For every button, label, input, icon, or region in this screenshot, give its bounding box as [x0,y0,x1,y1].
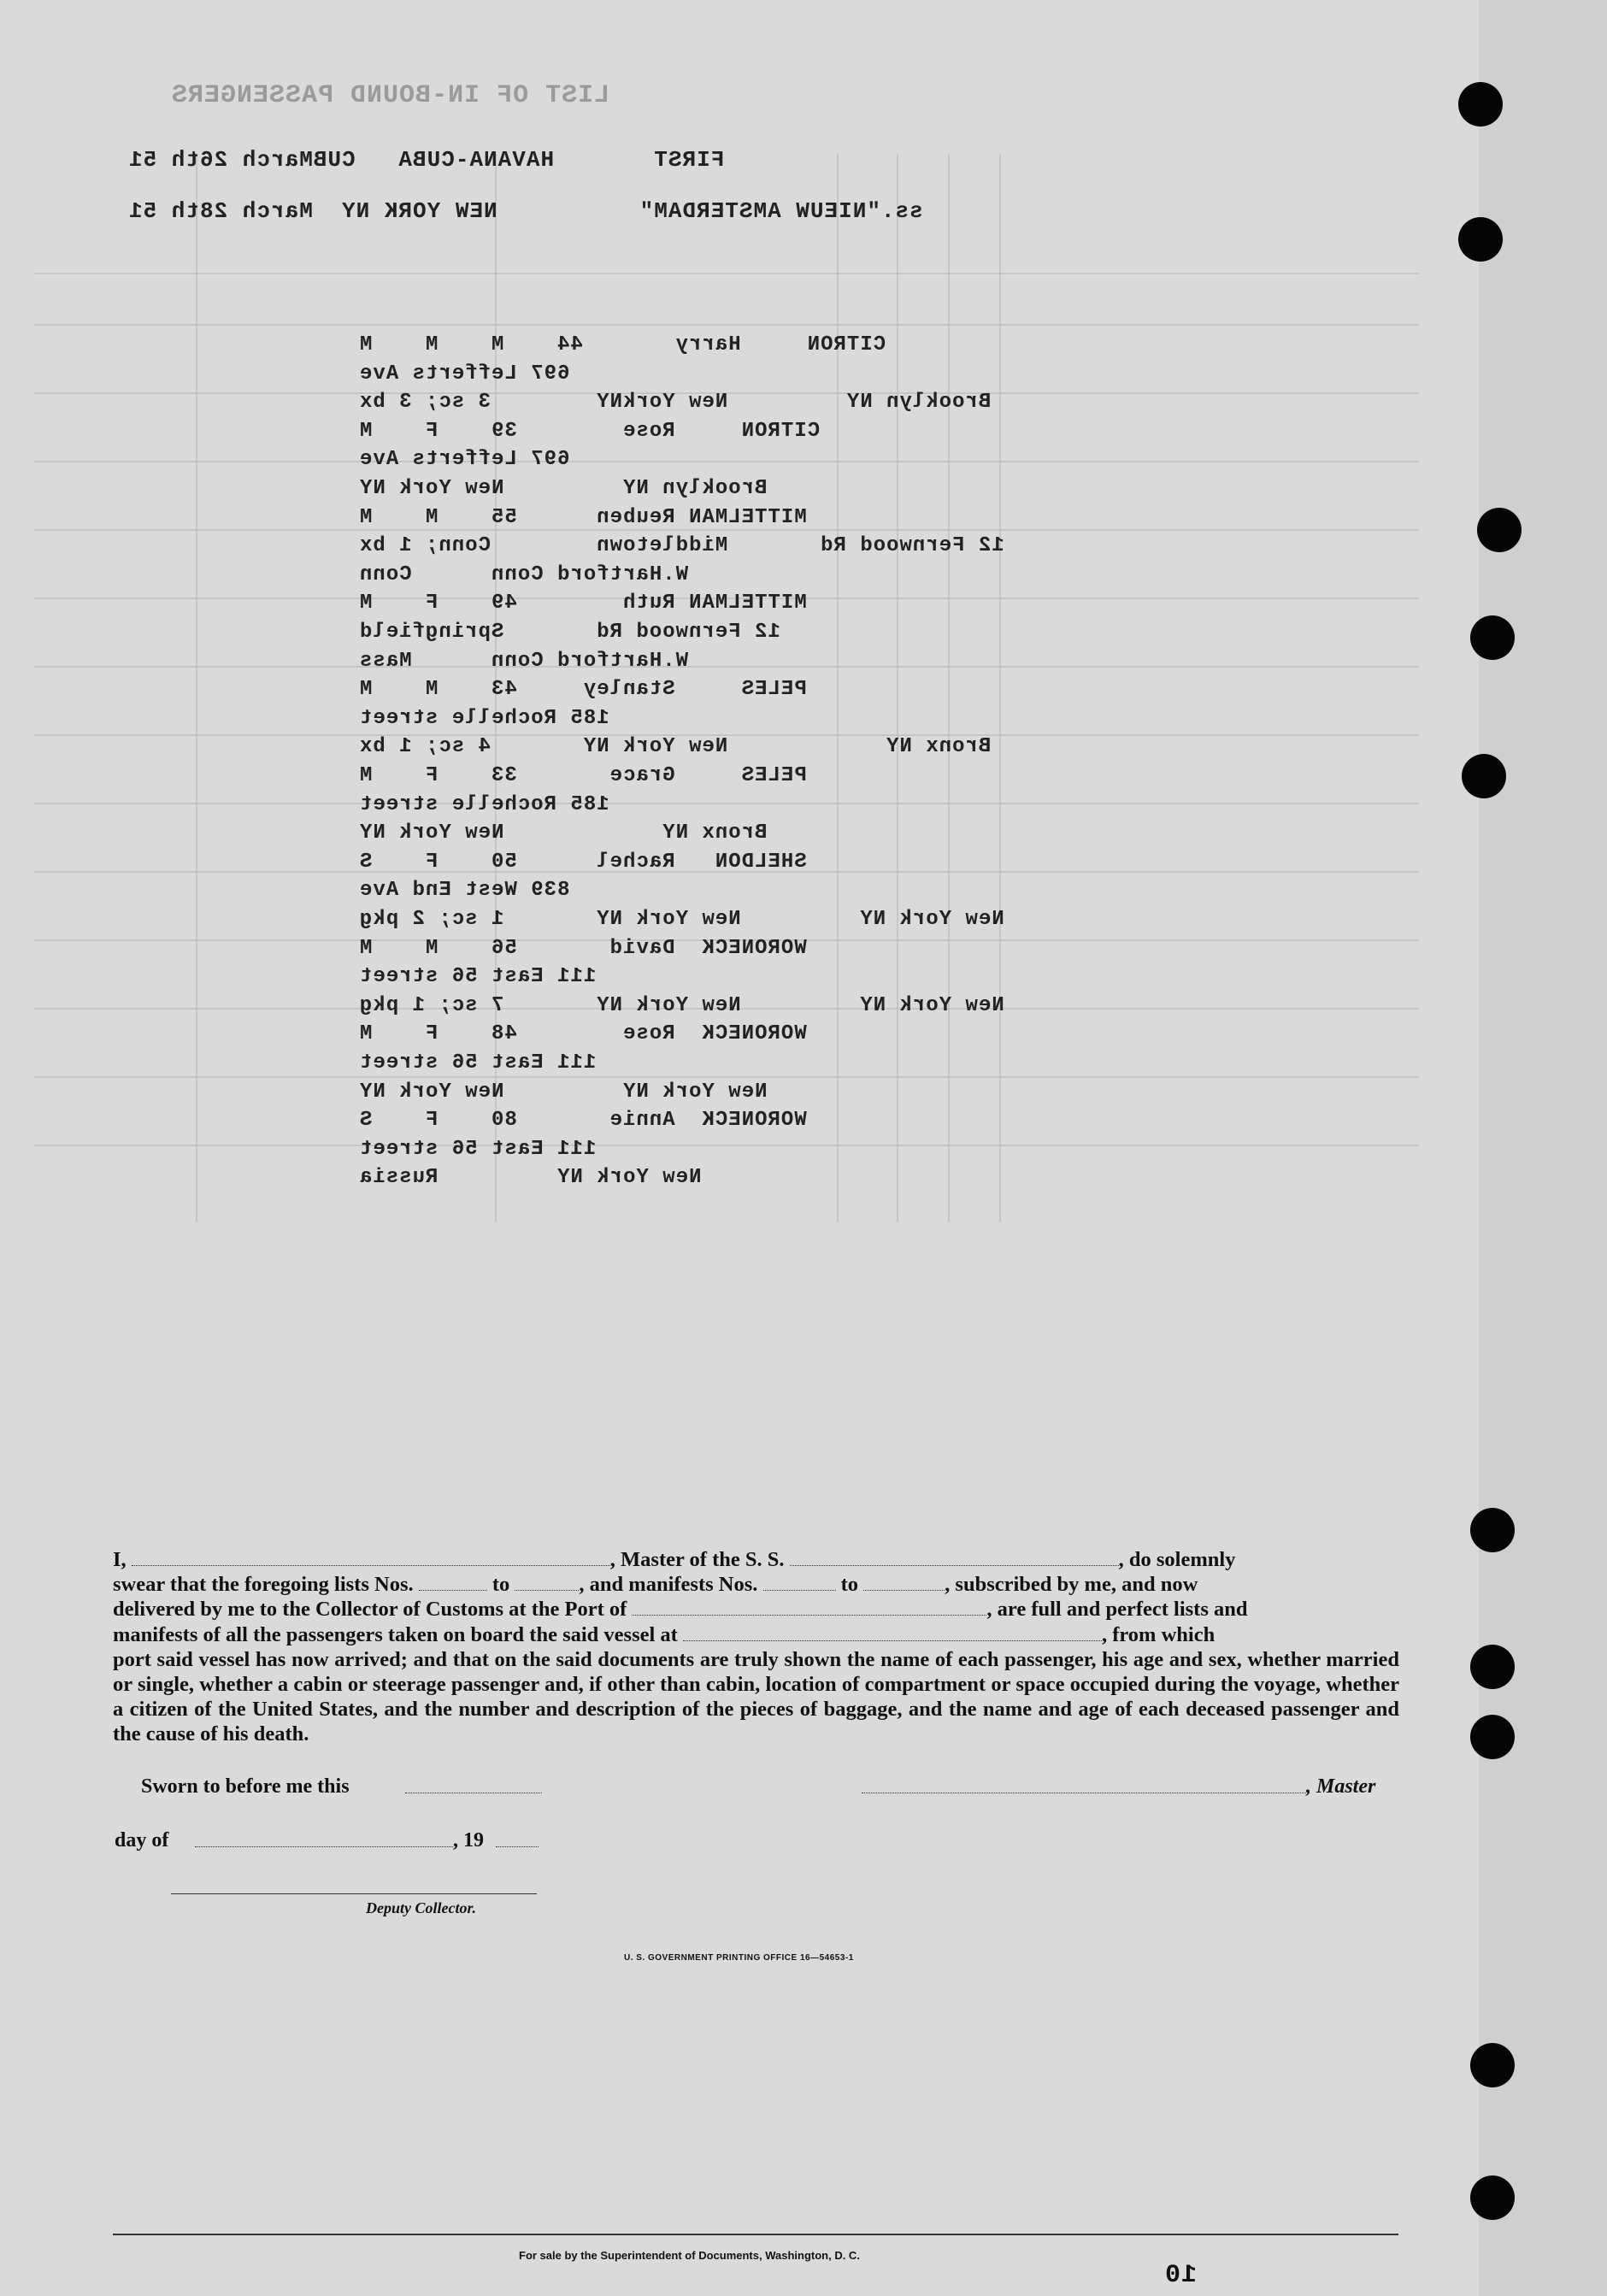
bleed-passenger-line: 697 Lefferts Ave [359,448,570,472]
punch-hole [1470,1508,1515,1552]
oath-text: , and manifests Nos. [579,1573,758,1597]
year-label: , 19 [453,1829,484,1852]
day-of-blank[interactable] [195,1846,453,1847]
punch-hole [1458,82,1503,127]
punch-hole [1462,754,1506,798]
oath-text: port said vessel has now arrived; and that on the said documents are truly shown the name of each passenger, his age and sex, whether married or single, whether a cabin or steerage passenger and, if other than cabin, location of compartment or space occupied during the voyage, whether a citizen of the United States, and the number and description of the pieces of baggage, and the name and age of each deceased passenger and the cause of his death. [113,1647,1399,1746]
bleed-passenger-line: PELES Grace 33 F M [359,764,807,787]
bleed-passenger-line: New York NY Russia [359,1166,702,1190]
bleed-passenger-line: W.Hartford Conn Mass [359,649,689,673]
oath-text: , subscribed by me, and now [945,1573,1198,1597]
bleed-passenger-line: 12 Fernwood Rd Middletown Conn; 1 bx [359,534,1004,558]
footer-rule [113,2234,1398,2235]
oath-text: manifests of all the passengers taken on board the said vessel at [113,1622,678,1646]
bleed-passenger-line: Brooklyn NY New YorkNY 3 sc; 3 bx [359,391,992,415]
bleed-passenger-line: MITTELMAN Reuben 55 M M [359,505,807,529]
lists-from-blank[interactable] [419,1575,487,1591]
oath-text: swear that the foregoing lists Nos. [113,1573,414,1597]
bleed-header-line-1: FIRST HAVANA-CUBA CUBMarch 26th 51 [128,147,725,173]
footer-text: For sale by the Superintendent of Documents, Washington, D. C. [519,2249,860,2262]
oath-text: , do solemnly [1118,1548,1236,1571]
bleed-passenger-line: W.Hartford Conn Conn [359,562,689,586]
printing-office-note: U. S. GOVERNMENT PRINTING OFFICE 16—54653-1 [624,1953,854,1963]
bleed-passenger-line: WORONECK Annie 80 F S [359,1109,807,1133]
vessel-name-blank[interactable] [790,1550,1119,1566]
oath-text: delivered by me to the Collector of Customs at the Port of [113,1598,627,1622]
bleed-passenger-line: CITRON Harry 44 M M M [359,333,886,356]
day-of-label: day of [115,1829,169,1852]
bleed-passenger-line: Brooklyn NY New York NY [359,477,768,500]
port-blank[interactable] [632,1599,986,1616]
bleed-passenger-line: WORONECK David 56 M M [359,936,807,960]
year-blank[interactable] [496,1846,539,1847]
sworn-label: Sworn to before me this [141,1775,350,1798]
departure-port-blank[interactable] [683,1625,1102,1641]
bleed-passenger-line: New York NY New York NY 7 sc; 1 pkg [359,993,1004,1017]
bleed-passenger-line: 697 Lefferts Ave [359,362,570,386]
punch-hole [1458,217,1503,262]
master-name-blank[interactable] [132,1550,610,1566]
bleed-passenger-line: Bronx NY New York NY 4 sc; 1 bx [359,735,992,759]
bleed-header-line-2: ss."NIEUW AMSTERDAM" NEW YORK NY March 28th 51 [128,198,923,224]
bleed-passenger-line: CITRON Rose 39 F M [359,419,821,443]
bleed-passenger-line: New York NY New York NY 1 sc; 2 pkg [359,908,1004,931]
punch-hole [1470,615,1515,660]
manifests-from-blank[interactable] [763,1575,836,1591]
oath-paragraph [113,1547,1399,1747]
bleed-page-number: 10 [1164,2261,1198,2290]
bleed-passenger-line: 185 Rochelle street [359,706,609,730]
oath-text: to [492,1573,510,1597]
deputy-signature-line [171,1893,537,1894]
bleed-passenger-line: WORONECK Rose 48 F M [359,1022,807,1046]
bleed-passenger-line: New York NY New York NY [359,1080,768,1104]
page-edge [1479,0,1607,2296]
bleed-passenger-line: 111 East 56 street [359,965,597,989]
punch-hole [1470,1645,1515,1689]
deputy-collector-label: Deputy Collector. [366,1899,476,1916]
oath-text: , are full and perfect lists and [986,1598,1248,1622]
bleed-passenger-line: 12 Fernwood Rd Springfield [359,621,780,644]
punch-hole [1470,2175,1515,2220]
lists-to-blank[interactable] [515,1575,579,1591]
oath-text: to [840,1573,859,1597]
punch-hole [1470,2043,1515,2087]
punch-hole [1470,1715,1515,1759]
oath-text: I, [113,1548,127,1571]
bleed-passenger-line: 839 West End Ave [359,879,570,903]
bleed-passenger-line: 185 Rochelle street [359,792,609,816]
manifests-to-blank[interactable] [863,1575,945,1591]
bleed-passenger-line: 111 East 56 street [359,1137,597,1161]
master-label: , Master [1306,1775,1376,1798]
bleed-passenger-line: PELES Stanley 43 M M [359,678,807,702]
bleed-passenger-line: SHELDON Rachel 50 F S [359,850,807,874]
oath-text: , from which [1101,1622,1216,1646]
bleed-passenger-line: MITTELMAN Ruth 49 F M [359,592,807,615]
bleed-stamp: LIST OF IN-BOUND PASSENGERS [171,81,610,110]
bleed-passenger-line: Bronx NY New York NY [359,821,768,845]
oath-text: , Master of the S. S. [609,1548,785,1571]
punch-hole [1477,508,1522,552]
bleed-passenger-line: 111 East 56 street [359,1051,597,1074]
